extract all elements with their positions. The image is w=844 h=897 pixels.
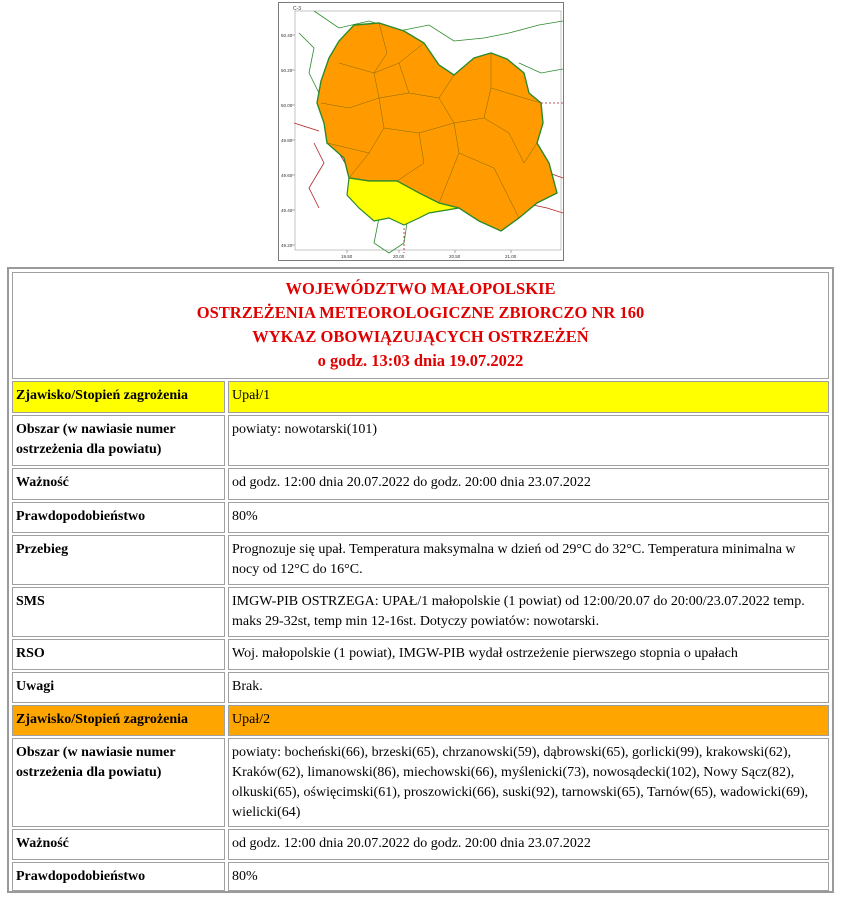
rso-value: Woj. małopolskie (1 powiat), IMGW-PIB wydał ostrzeżenie pierwszego stopnia o upałach — [228, 639, 829, 670]
row-label: Uwagi — [12, 672, 225, 703]
row-label: Prawdopodobieństwo — [12, 862, 225, 891]
area-value: powiaty: nowotarski(101) — [228, 415, 829, 466]
map-y-tick-label: 49.20 — [281, 243, 293, 248]
sms-value: IMGW-PIB OSTRZEGA: UPAŁ/1 małopolskie (1 powiat) od 12:00/20.07 do 20:00/23.07.2022 temp. maks 29-32st, temp min 12-16st. Dotyczy powiatów: nowotarski. — [228, 587, 829, 637]
warning-map — [278, 2, 564, 261]
table-row — [12, 468, 829, 500]
row-label: Przebieg — [12, 535, 225, 585]
header-list-title: WYKAZ OBOWIĄZUJĄCYCH OSTRZEŻEŃ — [252, 327, 589, 346]
row-label: Zjawisko/Stopień zagrożenia — [12, 705, 225, 736]
table-row — [12, 415, 829, 466]
header-timestamp: o godz. 13:03 dnia 19.07.2022 — [317, 351, 524, 370]
map-y-tick-label: 49.60 — [281, 173, 293, 178]
warnings-table — [7, 267, 834, 893]
map-x-tick-label: 19.50 — [341, 254, 353, 259]
course-value: Prognozuje się upał. Temperatura maksymalna w dzień od 29°C do 32°C. Temperatura minimalna w nocy od 12°C do 16°C. — [228, 535, 829, 585]
map-y-tick-label: 49.40 — [281, 208, 293, 213]
row-label: SMS — [12, 587, 225, 637]
table-row — [12, 381, 829, 413]
row-label: RSO — [12, 639, 225, 670]
map-x-tick-label: 21.00 — [505, 254, 517, 259]
table-row — [12, 535, 829, 585]
table-row — [12, 829, 829, 860]
map-y-tick-label: 49.80 — [281, 138, 293, 143]
validity-value: od godz. 12:00 dnia 20.07.2022 do godz. 20:00 dnia 23.07.2022 — [228, 468, 829, 500]
phenomenon-level-value: Upał/2 — [228, 705, 829, 736]
row-label: Obszar (w nawiasie numer ostrzeżenia dla powiatu) — [12, 738, 225, 827]
table-row — [12, 502, 829, 533]
map-y-tick-label: 50.40 — [281, 33, 293, 38]
row-label: Ważność — [12, 468, 225, 500]
validity-value: od godz. 12:00 dnia 20.07.2022 do godz. 20:00 dnia 23.07.2022 — [228, 829, 829, 860]
map-x-tick-label: 20.50 — [449, 254, 461, 259]
table-row — [12, 705, 829, 736]
row-label: Zjawisko/Stopień zagrożenia — [12, 381, 225, 413]
row-label: Ważność — [12, 829, 225, 860]
table-row — [12, 862, 829, 891]
warning-map-canvas — [279, 3, 563, 260]
row-label: Prawdopodobieństwo — [12, 502, 225, 533]
map-x-tick-label: 20.00 — [393, 254, 405, 259]
probability-value: 80% — [228, 862, 829, 891]
table-row — [12, 672, 829, 703]
map-y-tick-label: 50.00 — [281, 103, 293, 108]
probability-value: 80% — [228, 502, 829, 533]
map-y-tick-label: 50.20 — [281, 68, 293, 73]
remarks-value: Brak. — [228, 672, 829, 703]
row-label: Obszar (w nawiasie numer ostrzeżenia dla powiatu) — [12, 415, 225, 466]
table-row — [12, 587, 829, 637]
phenomenon-level-value: Upał/1 — [228, 381, 829, 413]
table-row — [12, 639, 829, 670]
map-corner-label: C-3 — [293, 6, 302, 12]
area-value: powiaty: bocheński(66), brzeski(65), chrzanowski(59), dąbrowski(65), gorlicki(99), krakowski(62), Kraków(62), limanowski(86), miechowski(66), myślenicki(73), nowosądecki(102), Nowy Sącz(82), olkuski(65), oświęcimski(61), proszowicki(66), suski(92), tarnowski(65), Tarnów(65), wadowicki(69), wielicki(64) — [228, 738, 829, 827]
report-header — [12, 272, 829, 379]
header-report-number: OSTRZEŻENIA METEOROLOGICZNE ZBIORCZO NR 160 — [196, 303, 645, 322]
table-row — [12, 738, 829, 827]
header-region: WOJEWÓDZTWO MAŁOPOLSKIE — [285, 279, 556, 298]
